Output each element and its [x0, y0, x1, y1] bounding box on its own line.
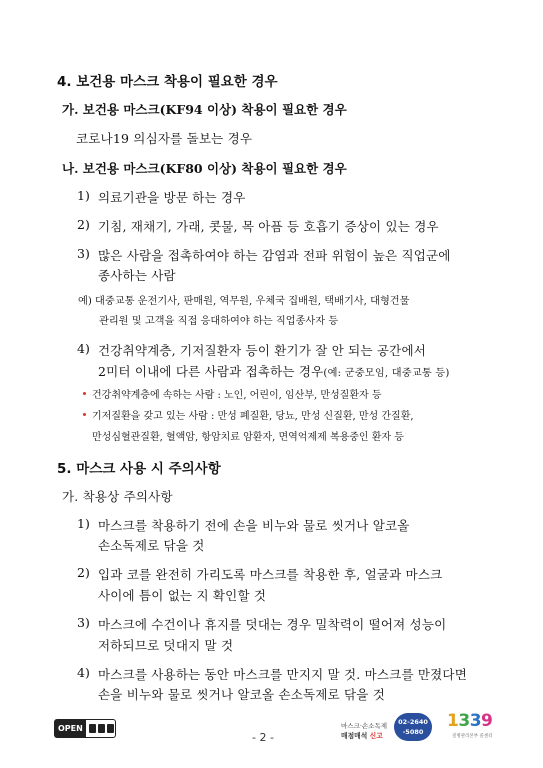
- license-icons: [86, 724, 114, 733]
- report-text: 매점매석: [341, 732, 370, 740]
- list-item-continuation: 손을 비누와 물로 씻거나 알코올 손소독제로 닦을 것: [98, 687, 385, 702]
- hotline-1339-logo: [447, 711, 492, 731]
- bullet-icon: [83, 413, 86, 416]
- list-item: 많은 사람을 접촉하여야 하는 감염과 전파 위험이 높은 직업군에: [98, 248, 451, 263]
- item-number: 2): [77, 217, 90, 232]
- bullet-text: 건강취약계층에 속하는 사람 : 노인, 어린이, 임산부, 만성질환자 등: [92, 390, 382, 401]
- open-license-badge: [54, 719, 116, 738]
- item-number: 3): [77, 615, 90, 630]
- report-line1: 마스크·손소독제: [341, 722, 388, 730]
- open-label: OPEN: [55, 720, 86, 737]
- list-item: 의료기관을 방문 하는 경우: [98, 190, 246, 205]
- subsection-4b-title: 나. 보건용 마스크(KF80 이상) 착용이 필요한 경우: [62, 161, 347, 176]
- example-text-continuation: 관리원 및 고객을 직접 응대하여야 하는 직업종사자 등: [99, 316, 339, 327]
- item-number: 4): [77, 665, 90, 680]
- report-phone-badge: [394, 713, 432, 741]
- list-item: 마스크를 착용하기 전에 손을 비누와 물로 씻거나 알코올: [98, 518, 410, 533]
- example-text: 예) 대중교통 운전기사, 판매원, 역무원, 우체국 집배원, 택배기사, 대형건물: [78, 296, 410, 307]
- list-item-continuation: [98, 362, 450, 380]
- item-number: 1): [77, 188, 90, 203]
- list-item-continuation: 사이에 틈이 없는 지 확인할 것: [98, 588, 267, 603]
- item-number: 4): [77, 341, 90, 356]
- subsection-5a-title: 가. 착용상 주의사항: [62, 489, 173, 504]
- subsection-4a-title: 가. 보건용 마스크(KF94 이상) 착용이 필요한 경우: [62, 102, 347, 117]
- list-item: 마스크를 사용하는 동안 마스크를 만지지 말 것. 마스크를 만졌다면: [98, 667, 467, 682]
- report-highlight: 신고: [369, 732, 383, 740]
- hotline-subtitle: 질병관리본부 콜센터: [452, 734, 493, 739]
- hotline-digit: 3: [458, 711, 470, 731]
- phone-line1: 02-2640: [398, 718, 428, 726]
- hotline-digit: 1: [447, 711, 459, 731]
- item-number: 3): [77, 246, 90, 261]
- item-text: 2미터 이내에 다른 사람과 접촉하는 경우: [98, 364, 324, 379]
- subsection-4a-text: 코로나19 의심자를 돌보는 경우: [76, 131, 253, 146]
- bullet-text: 기저질환을 갖고 있는 사람 : 만성 폐질환, 당뇨, 만성 신질환, 만성 간질환,: [92, 411, 414, 422]
- phone-line2: -5080: [402, 728, 424, 736]
- list-item: 기침, 재채기, 가래, 콧물, 목 아픔 등 호흡기 증상이 있는 경우: [98, 219, 439, 234]
- list-item: 입과 코를 완전히 가리도록 마스크를 착용한 후, 얼굴과 마스크: [98, 567, 443, 582]
- list-item-continuation: 종사하는 사람: [98, 268, 176, 283]
- bullet-text-continuation: 만성심혈관질환, 혈액암, 항암치료 암환자, 면역억제제 복용중인 환자 등: [92, 432, 404, 443]
- hotline-digit: 9: [481, 711, 493, 731]
- report-line2: [341, 730, 383, 740]
- item-number: 1): [77, 516, 90, 531]
- item-number: 2): [77, 565, 90, 580]
- bullet-icon: [83, 392, 86, 395]
- list-item: 건강취약계층, 기저질환자 등이 환기가 잘 안 되는 공간에서: [98, 343, 426, 358]
- item-parenthetical: (예: 군중모임, 대중교통 등): [323, 368, 450, 379]
- list-item: 마스크에 수건이나 휴지를 덧대는 경우 밀착력이 떨어져 성능이: [98, 617, 447, 632]
- section-5-title: 5. 마스크 사용 시 주의사항: [57, 461, 221, 477]
- section-4-title: 4. 보건용 마스크 착용이 필요한 경우: [57, 74, 278, 90]
- list-item-continuation: 저하되므로 덧대지 말 것: [98, 638, 234, 653]
- list-item-continuation: 손소독제로 닦을 것: [98, 538, 205, 553]
- page-number: - 2 -: [252, 731, 274, 744]
- hotline-digit: 3: [469, 711, 482, 731]
